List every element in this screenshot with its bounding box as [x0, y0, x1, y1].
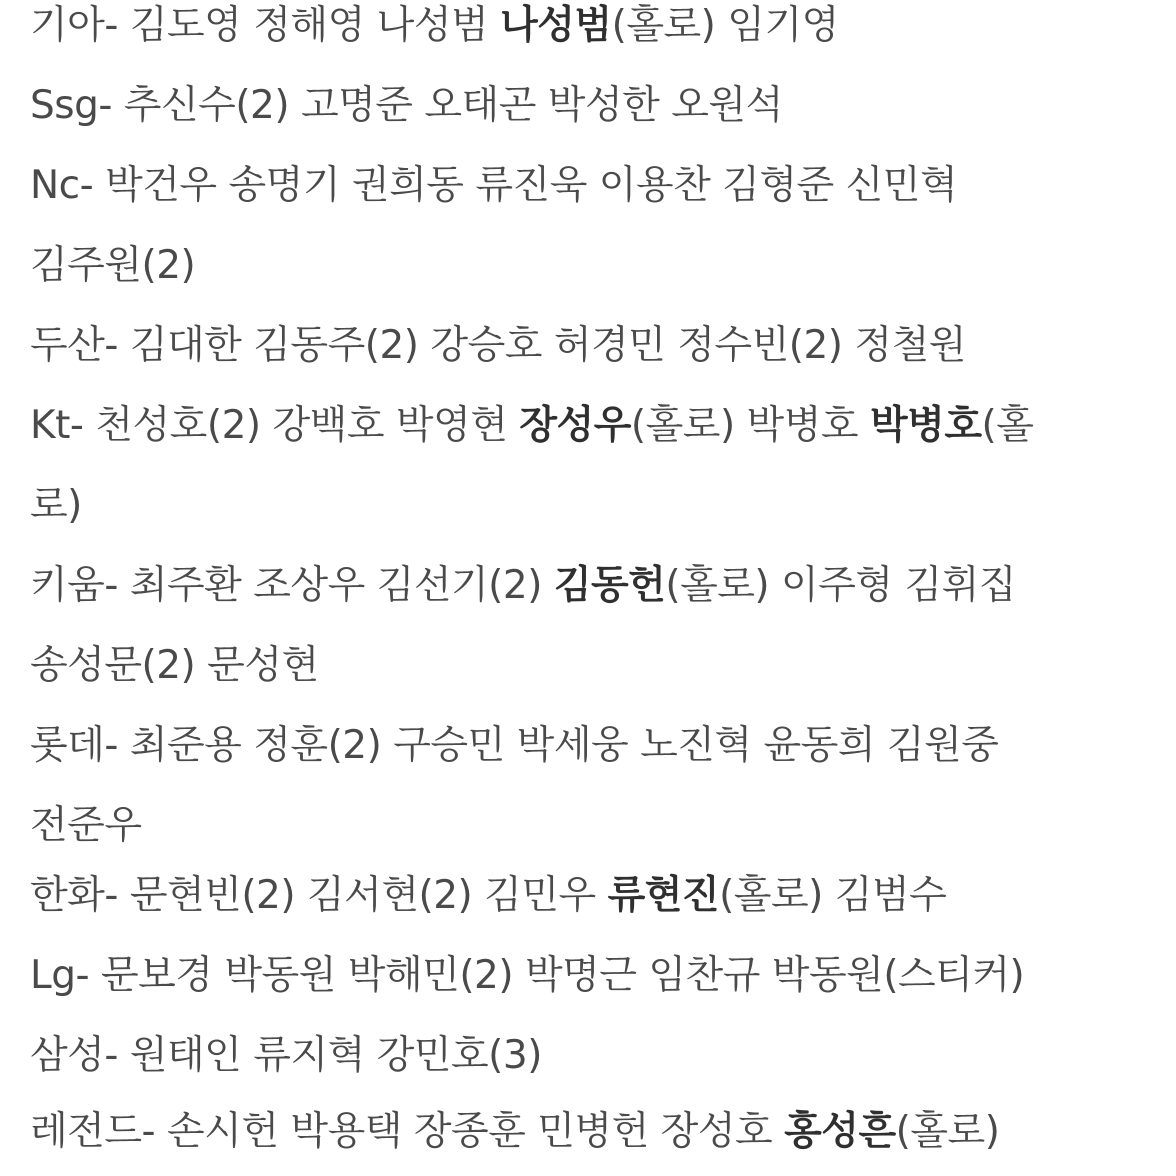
line-text: (홀로) 이주형 김휘집	[665, 563, 1016, 608]
line-text: (홀로) 김범수	[719, 873, 947, 918]
roster-line-nc-continued	[30, 226, 195, 306]
line-text: 전준우	[30, 803, 142, 848]
roster-line-kiwoom-continued	[30, 626, 319, 706]
line-text: Lg- 문보경 박동원 박해민(2) 박명근 임찬규 박동원(스티커)	[30, 953, 1025, 998]
line-text: 삼성- 원태인 류지혁 강민호(3)	[30, 1033, 542, 1078]
line-text-bold: 박병호	[869, 403, 982, 448]
line-text-bold: 홍성흔	[784, 1109, 896, 1154]
roster-line-legend	[30, 1092, 999, 1172]
line-text-bold: 나성범	[500, 3, 612, 48]
roster-line-lotte-continued	[30, 786, 142, 866]
roster-line-kia	[30, 0, 839, 66]
line-text: (홀로) 박병호	[630, 403, 870, 448]
line-text: 기아- 김도영 정해영 나성범	[30, 3, 501, 48]
line-text-bold: 류현진	[607, 873, 720, 918]
line-text: Kt- 천성호(2) 강백호 박영현	[30, 403, 520, 448]
line-text: 롯데- 최준용 정훈(2) 구승민 박세웅 노진혁 윤동희 김원중	[30, 723, 999, 768]
line-text: Ssg- 추신수(2) 고명준 오태곤 박성한 오원석	[30, 83, 783, 128]
roster-line-kt	[30, 386, 1033, 466]
line-text: 송성문(2) 문성현	[30, 643, 319, 688]
line-text: 김주원(2)	[30, 243, 196, 288]
line-text: 로)	[30, 483, 82, 528]
line-text: (홀로)	[895, 1109, 1000, 1154]
line-text-bold: 장성우	[519, 403, 631, 448]
roster-line-doosan	[30, 306, 966, 386]
roster-line-ssg	[30, 66, 783, 146]
roster-line-hanwha	[30, 856, 946, 936]
team-roster-text	[30, 0, 1176, 1176]
roster-line-samsung	[30, 1016, 542, 1096]
roster-line-nc	[30, 146, 957, 226]
line-text: 두산- 김대한 김동주(2) 강승호 허경민 정수빈(2) 정철원	[30, 323, 966, 368]
line-text: (홀	[981, 403, 1034, 448]
roster-line-kiwoom	[30, 546, 1016, 626]
line-text: Nc- 박건우 송명기 권희동 류진욱 이용찬 김형준 신민혁	[30, 163, 958, 208]
line-text-bold: 김동헌	[553, 563, 666, 608]
roster-line-kt-continued	[30, 466, 82, 546]
roster-line-lg	[30, 936, 1024, 1016]
line-text: 키움- 최주환 조상우 김선기(2)	[30, 563, 554, 608]
roster-line-lotte	[30, 706, 998, 786]
line-text: (홀로) 임기영	[611, 3, 839, 48]
line-text: 한화- 문현빈(2) 김서현(2) 김민우	[30, 873, 608, 918]
line-text: 레전드- 손시헌 박용택 장종훈 민병헌 장성호	[30, 1109, 785, 1154]
